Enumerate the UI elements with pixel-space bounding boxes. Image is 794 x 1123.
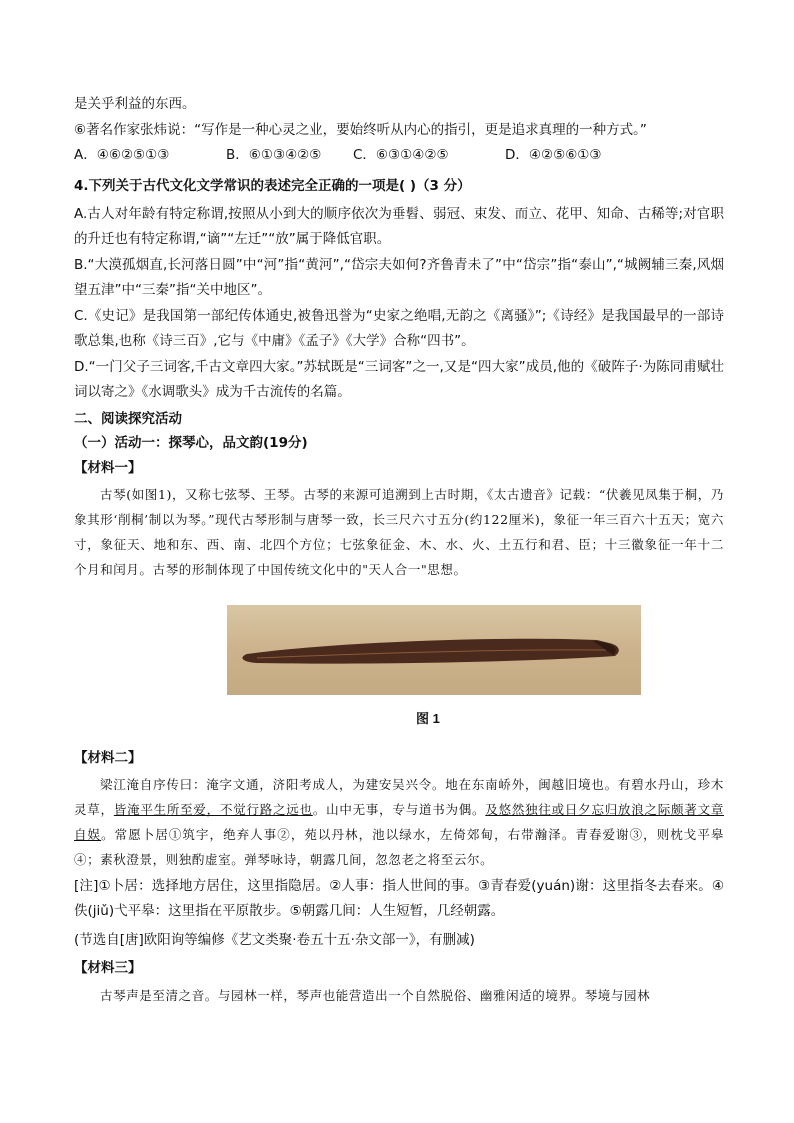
activity-title: （一）活动一：探琴心，品文韵(19分) [74,435,308,451]
material-2-title: 【材料二】 [74,750,142,766]
figure-caption: 图 1 [416,711,440,726]
material-1-text: 古琴(如图1)，又称七弦琴、王琴。古琴的来源可追溯到上古时期，《太古遗音》记载：“伏羲见凤集于桐，乃象其形‘削桐’制以为琴。”现代古琴形制与唐琴一致，长三尺六寸五分(约122厘米)，象征一年三百六十五天；宽六寸，象征天、地和东、西、南、北四个方位；七弦象征金、木、水、火、土五行和君、臣；十三徽象征一年十二个月和闰月。古琴的形制体现了中国传统文化中的"天人合一"思想。 [74,487,724,577]
section-title: 二、阅读探究活动 [74,411,182,427]
text-span: 梁江淹自序传曰：淹字文通，济阳考成人，为建安吴兴令。地在东南峤外，闽越旧境也。有碧水丹山，珍木灵草， [74,777,724,817]
underlined-sentence-2: 及悠然独往或日夕忘归放浪之际颇著文章自娱 [74,802,724,842]
option-b: B．⑥①③④②⑤ [226,147,322,163]
question-4-stem: 4.下列关于古代文化文学常识的表述完全正确的一项是( )（3 分） [74,178,471,194]
material-3-title: 【材料三】 [74,960,142,976]
material-3-text: 古琴声是至清之音。与园林一样，琴声也能营造出一个自然脱俗、幽雅闲适的境界。琴境与园林 [100,988,651,1003]
material-1-title: 【材料一】 [74,460,142,476]
text-line: ⑥著名作家张炜说：“写作是一种心灵之业，要始终听从内心的指引，更是追求真理的一种方式。” [74,122,647,138]
guqin-figure [227,605,641,695]
option-a: A．④⑥②⑤①③ [74,147,170,163]
annotation-note: [注]①卜居：选择地方居住，这里指隐居。②人事：指人世间的事。③青春爱(yuán)谢：这里指冬去春来。④佚(jiǔ)弋平皋：这里指在平原散步。⑤朝露几间：人生短暂，几经朝露。 [74,878,724,919]
text-span: 。山中无事，专与道书为偶。 [312,802,486,817]
question-4-option-a: A.古人对年龄有特定称谓,按照从小到大的顺序依次为垂髫、弱冠、束发、而立、花甲、知命、古稀等;对官职的升迁也有特定称谓,“谪”“左迁”“放”属于降低官职。 [74,206,724,247]
question-4-option-c: C.《史记》是我国第一部纪传体通史,被鲁迅誉为“史家之绝唱,无韵之《离骚》”;《诗经》是我国最早的一部诗歌总集,也称《诗三百》,它与《中庸》《孟子》《大学》合称“四书”。 [74,308,724,349]
text-line: 是关乎利益的东西。 [74,96,196,112]
underlined-sentence-1: 皆淹平生所至爱，不觉行路之远也 [113,802,313,817]
text-span: 。常愿卜居①筑宇，绝弃人事②，苑以丹林，池以绿水，左倚郊甸，右带瀚泽。青春爱谢③，则枕戈平皋④；素秋澄景，则独酌虚室。弹琴咏诗，朝露几间，忽忽老之将至云尔。 [74,827,724,867]
option-c: C．⑥③①④②⑤ [353,147,449,163]
q3-options [74,143,724,168]
option-d: D．④②⑤⑥①③ [505,147,602,163]
guqin-icon [227,605,641,695]
question-4-option-b: B.“大漠孤烟直,长河落日圆”中“河”指“黄河”,“岱宗夫如何?齐鲁青未了”中“岱宗”指“泰山”,“城阙辅三秦,风烟望五津”中“三秦”指“关中地区”。 [74,257,724,298]
question-4-option-d: D.“一门父子三词客,千古文章四大家。”苏轼既是“三词客”之一,又是“四大家”成员,他的《破阵子·为陈同甫赋壮词以寄之》《水调歌头》成为千古流传的名篇。 [74,359,724,400]
material-2-text [74,772,724,872]
source-citation: (节选自[唐]欧阳询等编修《艺文类聚·卷五十五·杂文部一》，有删减) [74,932,475,948]
